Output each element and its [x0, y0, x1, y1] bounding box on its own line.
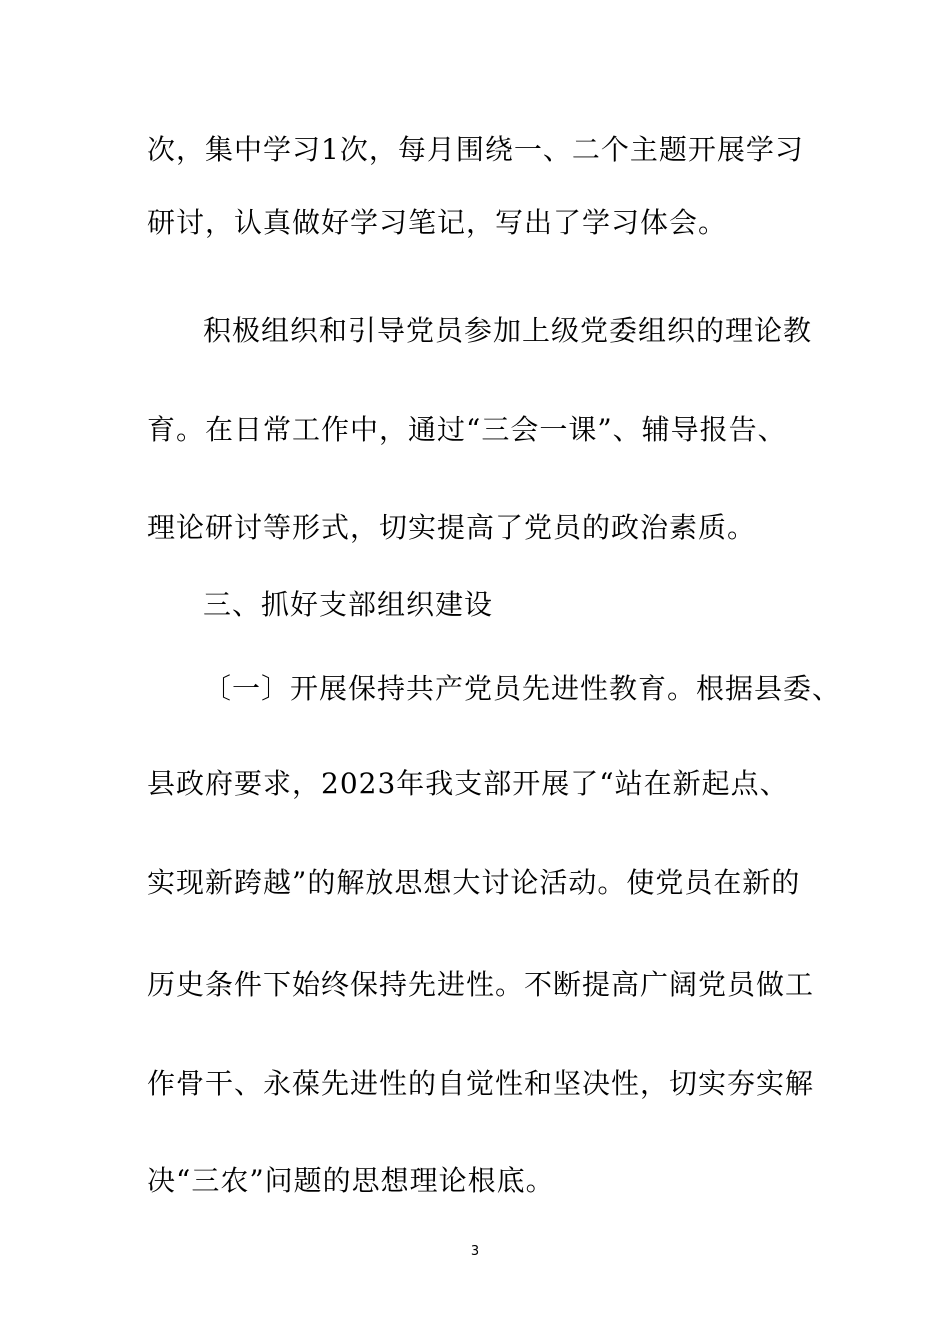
text-line-12: 决“三农”问题的思想理论根底。 — [147, 1164, 555, 1197]
text-line-8: 县政府要求，2023年我支部开展了“站在新起点、 — [147, 767, 789, 800]
page-number: 3 — [470, 1244, 480, 1259]
text-line-5: 理论研讨等形式，切实提高了党员的政治素质。 — [147, 511, 757, 544]
text-line-3: 积极组织和引导党员参加上级党委组织的理论教 — [203, 314, 813, 347]
section-heading: 三、抓好支部组织建设 — [203, 588, 494, 621]
text-line-1: 次，集中学习1次，每月围绕一、二个主题开展学习 — [147, 133, 804, 166]
text-line-4: 育。在日常工作中，通过“三会一课”、辅导报告、 — [147, 413, 787, 446]
text-line-11: 作骨干、永葆先进性的自觉性和坚决性，切实夯实解 — [147, 1067, 815, 1100]
text-line-2: 研讨，认真做好学习笔记，写出了学习体会。 — [147, 206, 728, 239]
text-line-7: 〔一〕开展保持共产党员先进性教育。根据县委、 — [203, 672, 842, 705]
text-line-10: 历史条件下始终保持先进性。不断提高广阔党员做工 — [147, 968, 815, 1001]
text-line-9: 实现新跨越”的解放思想大讨论活动。使党员在新的 — [147, 866, 801, 899]
